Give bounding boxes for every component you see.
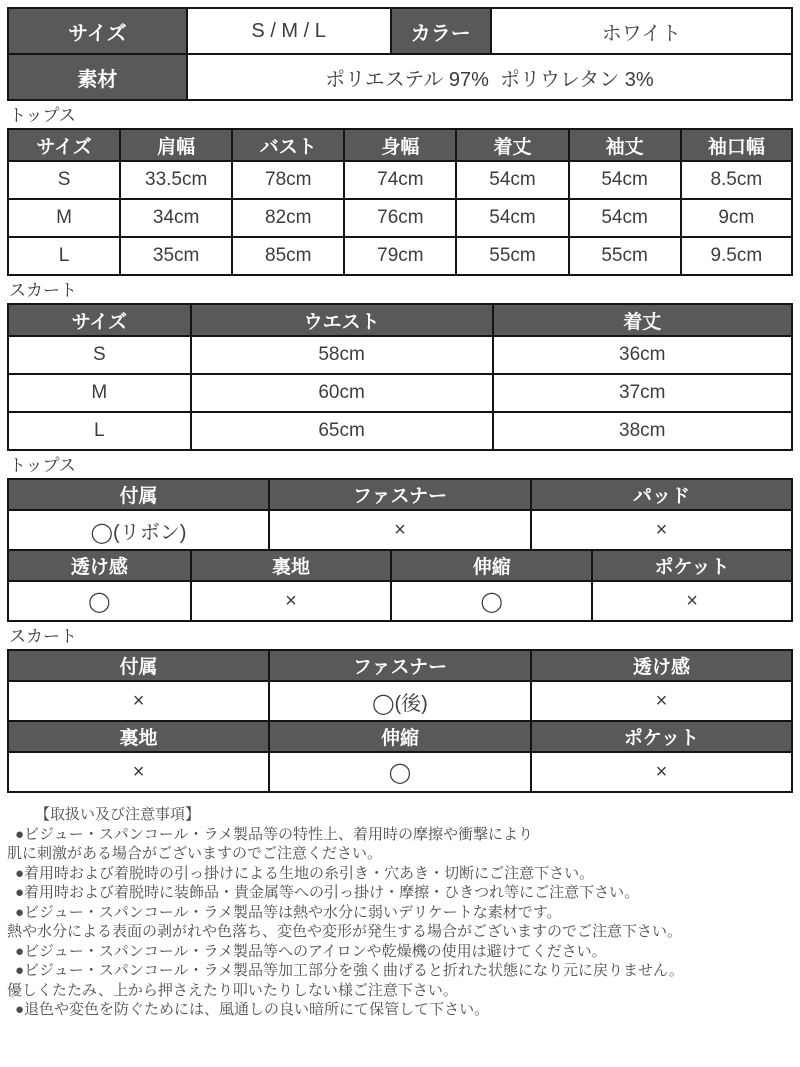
skirt-spec-header: 透け感 bbox=[531, 650, 792, 681]
note-line-continuation: 優しくたたみ、上から押さえたり叩いたりしない様ご注意下さい。 bbox=[7, 981, 458, 999]
tops-size-header: 着丈 bbox=[456, 129, 568, 161]
tops-size-table bbox=[7, 128, 793, 276]
info-color-value: ホワイト bbox=[491, 8, 792, 54]
skirt-spec-value-row-2 bbox=[8, 752, 792, 792]
table-cell: M bbox=[8, 199, 120, 237]
tops-size-header: 袖口幅 bbox=[681, 129, 792, 161]
table-cell: × bbox=[8, 681, 269, 721]
skirt-size-row-m bbox=[8, 374, 792, 412]
section-label-tops-size: トップス bbox=[9, 106, 76, 125]
table-cell: 58cm bbox=[191, 336, 493, 374]
info-table bbox=[7, 7, 793, 101]
table-cell: S bbox=[8, 336, 191, 374]
table-cell: M bbox=[8, 374, 191, 412]
info-row-size-color bbox=[8, 8, 792, 54]
info-row-material bbox=[8, 54, 792, 100]
table-cell: 55cm bbox=[569, 237, 681, 275]
skirt-spec-table-group2 bbox=[7, 720, 793, 793]
table-cell: S bbox=[8, 161, 120, 199]
tops-size-header: 身幅 bbox=[344, 129, 456, 161]
note-line-continuation: 熱や水分による表面の剥がれや色落ち、変色や変形が発生する場合がございますのでご注意下さい。 bbox=[7, 923, 683, 940]
tops-spec-table-group2 bbox=[7, 549, 793, 622]
skirt-spec-header: 伸縮 bbox=[269, 721, 531, 752]
tops-size-header-row bbox=[8, 129, 792, 161]
skirt-spec-header: 付属 bbox=[8, 650, 269, 681]
tops-size-header: 袖丈 bbox=[569, 129, 681, 161]
skirt-spec-table-group1 bbox=[7, 649, 793, 722]
table-cell: 55cm bbox=[456, 237, 568, 275]
table-cell: × bbox=[531, 752, 792, 792]
section-label-skirt-spec: スカート bbox=[9, 627, 77, 646]
tops-spec-header-row-2 bbox=[8, 550, 792, 581]
table-cell: × bbox=[531, 510, 792, 550]
skirt-spec-value-row-1 bbox=[8, 681, 792, 721]
note-line: ●着用時および着脱時の引っ掛けによる生地の糸引き・穴あき・切断にご注意下さい。 bbox=[15, 864, 595, 882]
table-cell: 36cm bbox=[493, 336, 793, 374]
tops-spec-header: 伸縮 bbox=[391, 550, 592, 581]
skirt-spec-header: ポケット bbox=[531, 721, 792, 752]
table-cell: 85cm bbox=[232, 237, 344, 275]
table-cell: 37cm bbox=[493, 374, 793, 412]
care-notes bbox=[7, 805, 793, 1040]
tops-spec-header: 裏地 bbox=[191, 550, 392, 581]
skirt-size-row-s bbox=[8, 336, 792, 374]
skirt-size-header-row bbox=[8, 304, 792, 336]
info-material-value: ポリエステル 97% ポリウレタン 3% bbox=[187, 54, 792, 100]
table-cell: 54cm bbox=[456, 199, 568, 237]
skirt-size-header: ウエスト bbox=[191, 304, 493, 336]
table-cell: 76cm bbox=[344, 199, 456, 237]
table-cell: × bbox=[531, 681, 792, 721]
info-size-label: サイズ bbox=[8, 8, 187, 54]
skirt-spec-header: ファスナー bbox=[269, 650, 531, 681]
table-cell: × bbox=[8, 752, 269, 792]
tops-size-header: サイズ bbox=[8, 129, 120, 161]
skirt-spec-header-row-1 bbox=[8, 650, 792, 681]
table-cell: 54cm bbox=[456, 161, 568, 199]
note-line: ●退色や変色を防ぐためには、風通しの良い暗所にて保管して下さい。 bbox=[15, 1001, 490, 1018]
table-cell: 34cm bbox=[120, 199, 232, 237]
table-cell: ◯(後) bbox=[269, 681, 531, 721]
info-color-label: カラー bbox=[391, 8, 491, 54]
table-cell: 9cm bbox=[681, 199, 792, 237]
skirt-size-header: 着丈 bbox=[493, 304, 793, 336]
table-cell: 82cm bbox=[232, 199, 344, 237]
table-cell: 74cm bbox=[344, 161, 456, 199]
tops-size-row-l bbox=[8, 237, 792, 275]
note-line: ●ビジュー・スパンコール・ラメ製品等加工部分を強く曲げると折れた状態になり元に戻りません。 bbox=[15, 962, 684, 979]
tops-spec-header: ポケット bbox=[592, 550, 792, 581]
note-line: ●ビジュー・スパンコール・ラメ製品等は熱や水分に弱いデリケートな素材です。 bbox=[15, 903, 562, 921]
info-material-label: 素材 bbox=[8, 54, 187, 100]
note-line-continuation: 肌に刺激がある場合がございますのでご注意ください。 bbox=[7, 845, 383, 862]
skirt-size-header: サイズ bbox=[8, 304, 191, 336]
table-cell: ◯(リボン) bbox=[8, 510, 269, 550]
section-label-tops-spec: トップス bbox=[9, 456, 76, 475]
tops-spec-table-group1 bbox=[7, 478, 793, 551]
table-cell: × bbox=[592, 581, 792, 621]
info-size-value: S / M / L bbox=[187, 8, 391, 54]
tops-spec-header: 付属 bbox=[8, 479, 269, 510]
tops-size-header: 肩幅 bbox=[120, 129, 232, 161]
table-cell: 65cm bbox=[191, 412, 493, 450]
table-cell: 35cm bbox=[120, 237, 232, 275]
table-cell: ◯ bbox=[8, 581, 191, 621]
table-cell: L bbox=[8, 237, 120, 275]
table-cell: 54cm bbox=[569, 161, 681, 199]
table-cell: L bbox=[8, 412, 191, 450]
skirt-size-row-l bbox=[8, 412, 792, 450]
table-cell: ◯ bbox=[391, 581, 592, 621]
table-cell: 8.5cm bbox=[681, 161, 792, 199]
table-cell: × bbox=[191, 581, 392, 621]
skirt-spec-header-row-2 bbox=[8, 721, 792, 752]
section-label-skirt-size: スカート bbox=[9, 281, 77, 300]
note-line: ●着用時および着脱時に装飾品・貴金属等への引っ掛け・摩擦・ひきつれ等にご注意下さい。 bbox=[15, 884, 640, 901]
note-line: ●ビジュー・スパンコール・ラメ製品等へのアイロンや乾燥機の使用は避けてください。 bbox=[15, 942, 607, 960]
tops-spec-header-row-1 bbox=[8, 479, 792, 510]
care-notes-title: 【取扱い及び注意事項】 bbox=[35, 806, 201, 823]
table-cell: 38cm bbox=[493, 412, 793, 450]
tops-spec-header: パッド bbox=[531, 479, 792, 510]
table-cell: 79cm bbox=[344, 237, 456, 275]
tops-size-row-m bbox=[8, 199, 792, 237]
tops-size-header: バスト bbox=[232, 129, 344, 161]
skirt-spec-header: 裏地 bbox=[8, 721, 269, 752]
tops-spec-header: ファスナー bbox=[269, 479, 531, 510]
table-cell: ◯ bbox=[269, 752, 531, 792]
tops-spec-value-row-1 bbox=[8, 510, 792, 550]
table-cell: 33.5cm bbox=[120, 161, 232, 199]
tops-spec-header: 透け感 bbox=[8, 550, 191, 581]
note-line: ●ビジュー・スパンコール・ラメ製品等の特性上、着用時の摩擦や衝撃により bbox=[15, 825, 534, 843]
table-cell: 9.5cm bbox=[681, 237, 792, 275]
tops-size-row-s bbox=[8, 161, 792, 199]
table-cell: 60cm bbox=[191, 374, 493, 412]
skirt-size-table bbox=[7, 303, 793, 451]
tops-spec-value-row-2 bbox=[8, 581, 792, 621]
table-cell: 54cm bbox=[569, 199, 681, 237]
table-cell: 78cm bbox=[232, 161, 344, 199]
table-cell: × bbox=[269, 510, 531, 550]
